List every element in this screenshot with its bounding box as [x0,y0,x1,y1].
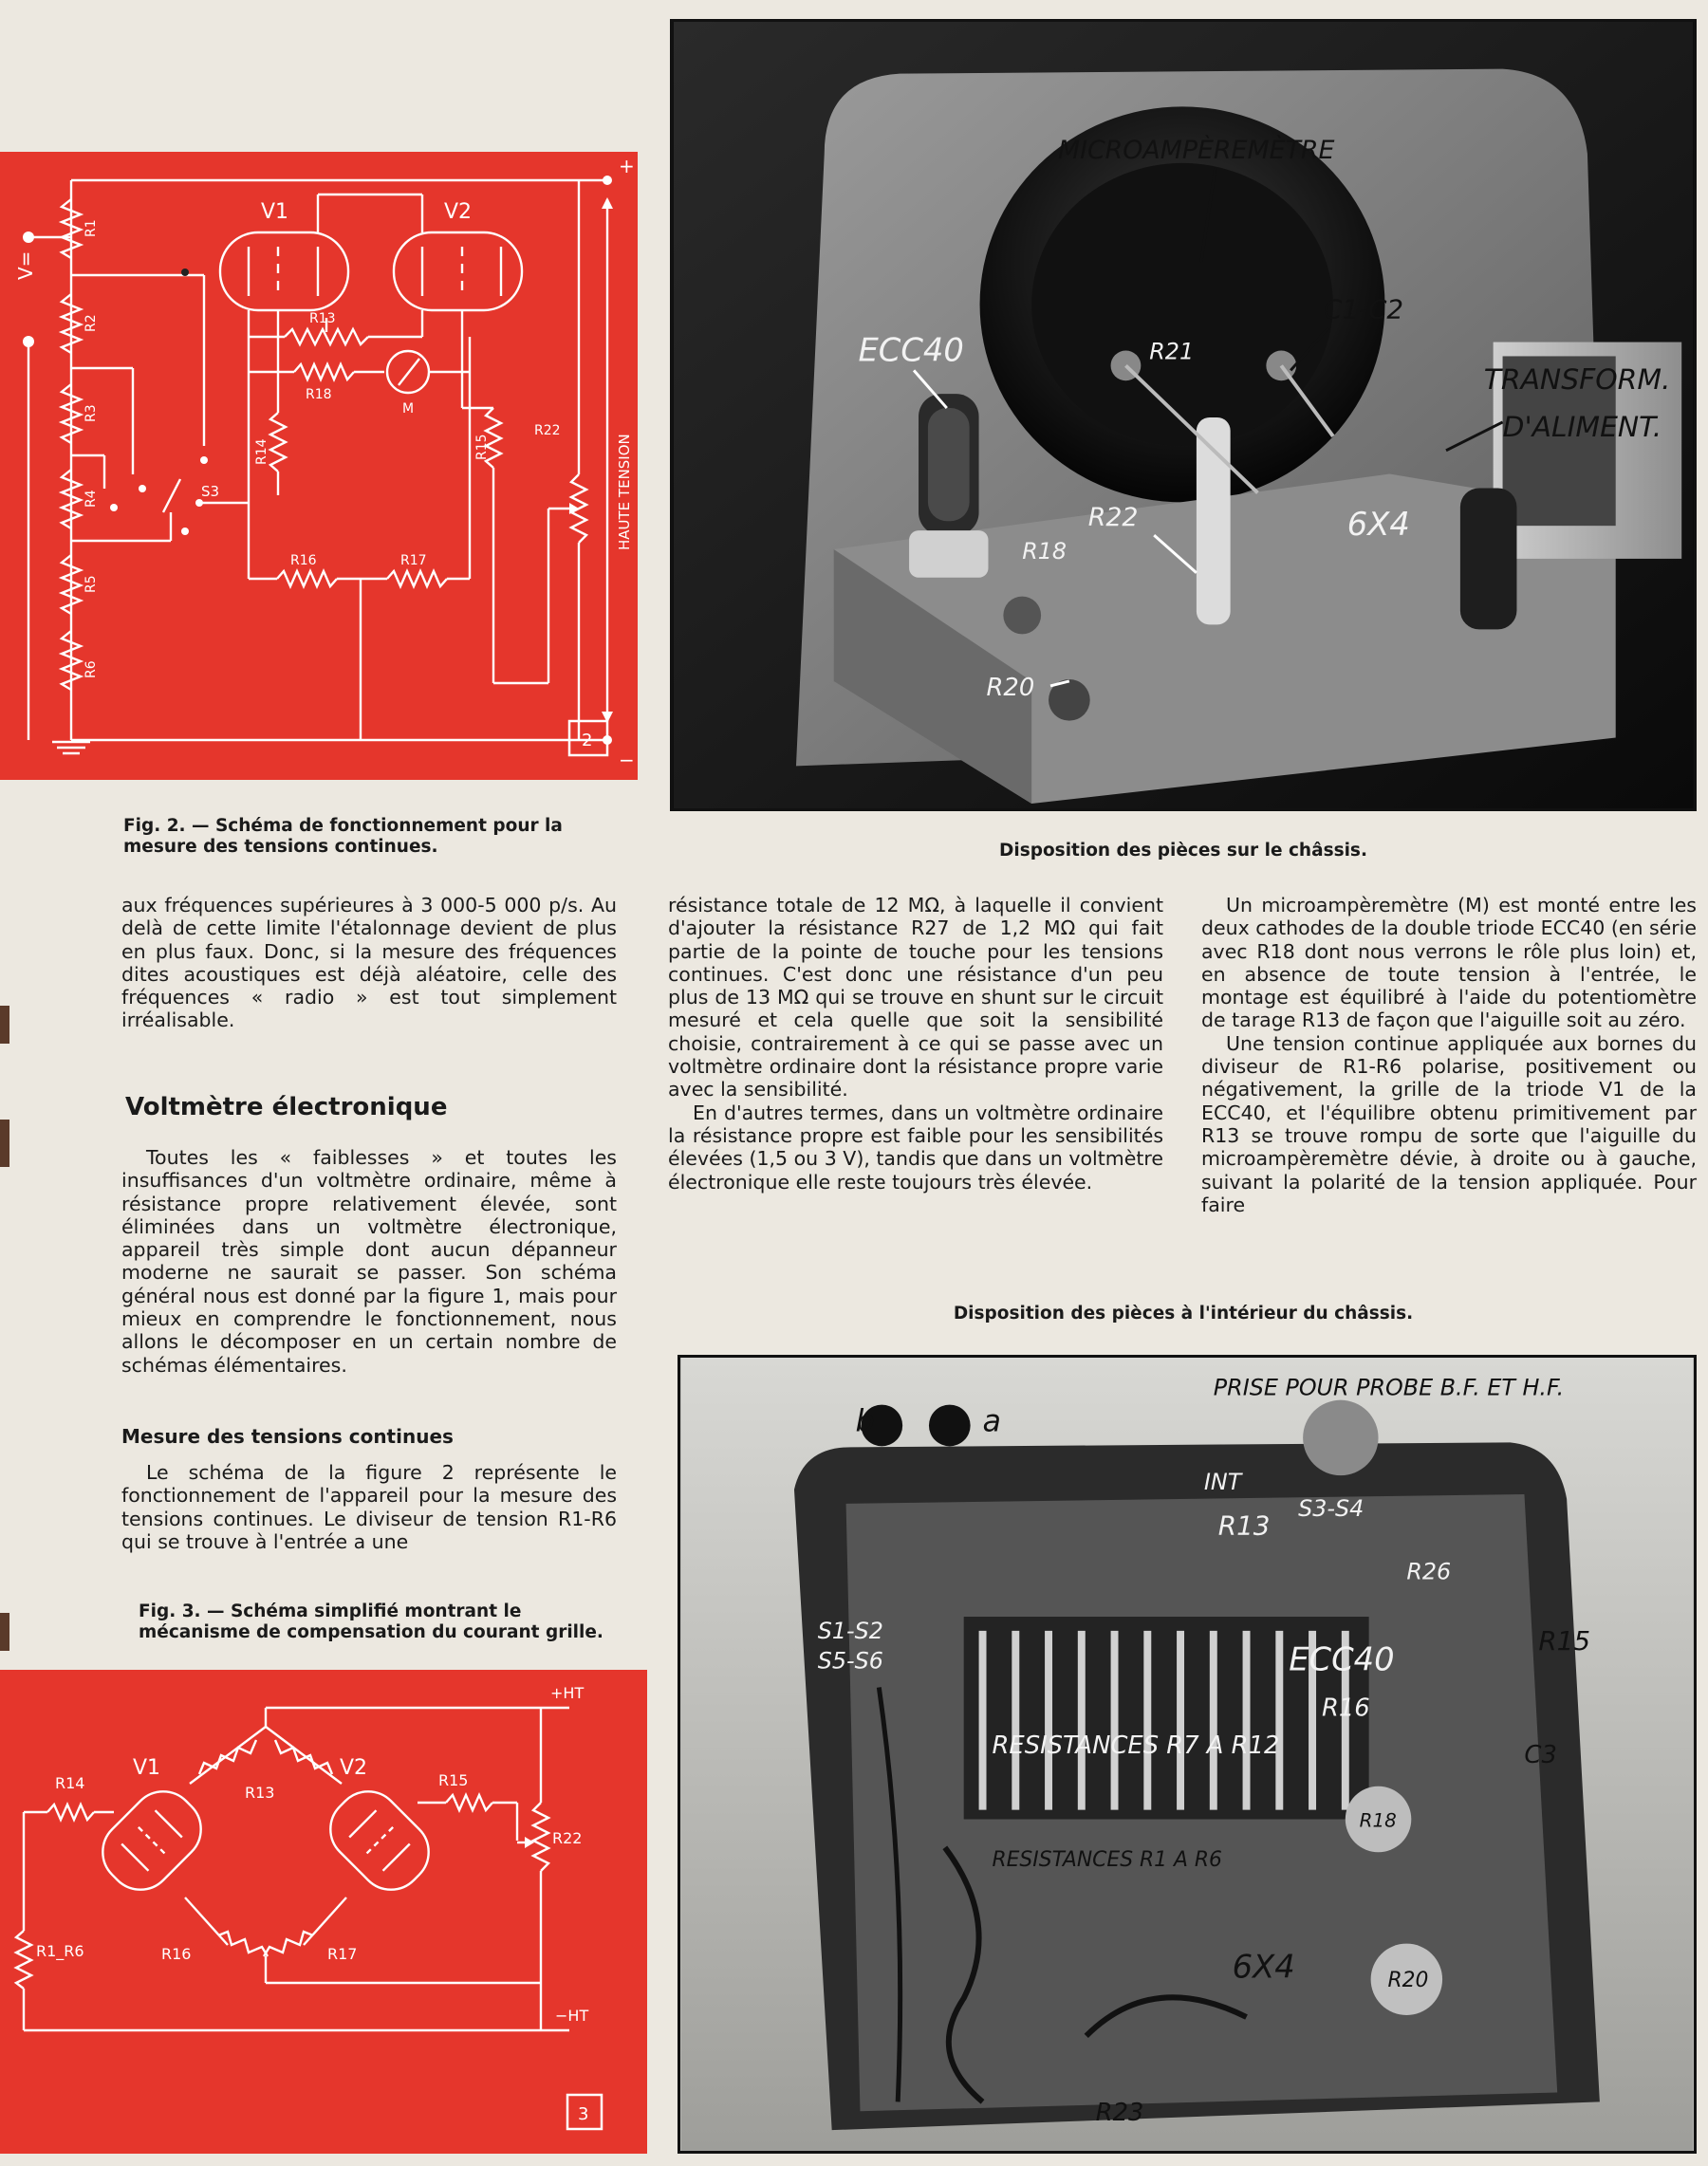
photo2-s3s4-label: S3-S4 [1298,1494,1365,1522]
photo1-ecc40-label: ECC40 [858,331,964,369]
col1-block-3 [121,1461,617,1553]
col1-block-2 [121,1146,617,1377]
fig2-haute-tension-label: HAUTE TENSION [616,434,633,550]
photo2-r26-label: R26 [1406,1558,1452,1585]
fig3-caption: Fig. 3. — Schéma simplifié montrant le mécanisme de compensation du courant grille. [139,1601,603,1642]
fig3-v1-label: V1 [133,1756,161,1780]
fig2-r5-label: R5 [84,575,99,593]
photo2-r18-label: R18 [1359,1809,1397,1832]
fig2-r18-label: R18 [306,387,332,402]
col3-paragraph-1: Un microampèremètre (M) est monté entre les deux cathodes de la double triode ECC40 (en série avec R18 dont nous verrons le rôle plus loin) et, en absence de toute tension à l'entrée, le montage est équilibré à l'aide du potentiomètre de tarage R13 de façon que l'aiguille soit au zéro. [1201,894,1697,1032]
fig3-r22-label: R22 [552,1829,583,1847]
chassis-photo [670,19,1697,811]
fig2-r22-label: R22 [534,423,561,438]
col1-paragraph-1: aux fréquences supérieures à 3 000-5 000 p/s. Au delà de cette limite l'étalonnage devient de plus en plus faux. Donc, si la mesure des fréquences dites acoustiques est déjà aléatoire, celle des fréquences « radio » est tout simplement irréalisable. [121,894,617,1032]
photo2-6x4-label: 6X4 [1232,1948,1295,1986]
photo2-ecc40-label: ECC40 [1289,1640,1395,1678]
photo2-s5s6-label: S5-S6 [817,1647,883,1675]
fig2-number: 2 [582,731,593,750]
fig3-v2-label: V2 [340,1756,368,1780]
col1-paragraph-2: Toutes les « faiblesses » et toutes les insuffisances d'un voltmètre ordinaire, même à résistance propre relativement élevée, sont éliminées dans un voltmètre électronique, appareil très simple dont aucun dépanneur moderne ne saurait se passer. Son schéma général nous est donné par la figure 1, mais pour mieux en comprendre le fonctionnement, nous allons le décomposer en un certain nombre de schémas élémentaires. [121,1146,617,1377]
photo2-r16-label: R16 [1321,1694,1370,1723]
binding-mark [0,1120,9,1167]
fig3-r15-label: R15 [438,1771,469,1789]
fig2-r17-label: R17 [400,553,427,568]
fig3-number: 3 [578,2104,589,2124]
chassis-photo-svg [673,22,1694,808]
binding-mark [0,1613,9,1651]
heading-mesure-tensions: Mesure des tensions continues [121,1425,454,1448]
fig2-r3-label: R3 [84,404,99,422]
interior-photo-svg [680,1358,1694,2151]
fig2-caption: Fig. 2. — Schéma de fonctionnement pour la mesure des tensions continues. [123,816,563,857]
photo2-caption: Disposition des pièces à l'intérieur du châssis. [953,1304,1414,1324]
photo2-r20-label: R20 [1387,1969,1429,1993]
col3-paragraph-2: Une tension continue appliquée aux bornes du diviseur de R1-R6 polarise, positivement ou négativement, la grille de la triode V1 de la ECC40, et l'équilibre obtenu primitivement par R13 se trouve rompu de sorte que l'aiguille du microampèremètre dévie, à droite ou à gauche, suivant la polarité de la tension appliquée. Pour faire [1201,1031,1697,1216]
photo1-r20-label: R20 [986,673,1035,702]
photo1-alim-label: D'ALIMENT. [1502,410,1662,444]
photo2-a-label: a [982,1404,1002,1439]
figure-2-svg [0,152,638,780]
photo1-r18-label: R18 [1022,537,1068,565]
photo2-b-label: b [855,1404,875,1439]
fig2-r13-label: R13 [309,311,336,326]
fig3-minus-ht-label: −HT [555,2007,589,2025]
photo1-r22-label: R22 [1087,503,1139,533]
figure-3-svg [0,1670,647,2154]
fig2-v1-label: V1 [261,200,289,224]
fig2-r4-label: R4 [84,490,99,508]
fig2-minus-label: − [619,749,635,771]
binding-mark [0,1006,9,1044]
photo2-prise-label: PRISE POUR PROBE B.F. ET H.F. [1213,1374,1565,1401]
column-3 [1201,894,1697,1216]
fig2-r2-label: R2 [84,314,99,332]
photo1-micro-label: MICROAMPÈREMÈTRE [1057,135,1335,165]
figure-3-schematic [0,1670,647,2154]
fig3-plus-ht-label: +HT [550,1684,585,1702]
fig3-r16-label: R16 [161,1945,192,1963]
fig3-r14-label: R14 [55,1774,85,1792]
column-1 [121,894,617,1032]
photo2-c3-label: C3 [1524,1740,1557,1769]
photo1-6x4-label: 6X4 [1346,506,1410,544]
fig2-m-label: M [402,401,415,417]
fig2-s3-label: S3 [201,483,220,500]
photo2-res16-label: RESISTANCES R1 A R6 [992,1848,1222,1873]
photo2-r15-label: R15 [1538,1624,1591,1657]
col1-paragraph-3: Le schéma de la figure 2 représente le fonctionnement de l'appareil pour la mesure des tensions continues. Le diviseur de tension R1-R6 qui se trouve à l'entrée a une [121,1461,617,1553]
fig2-r1-label: R1 [84,219,99,237]
fig3-r1r6-label: R1_R6 [36,1942,84,1960]
photo1-transform-label: TRANSFORM. [1483,363,1671,398]
fig2-r6-label: R6 [84,660,99,678]
col2-paragraph-1: résistance totale de 12 MΩ, à laquelle il convient d'ajouter la résistance R27 de 1,2 MΩ qui fait partie de la pointe de touche pour les tensions continues. C'est donc une résistance d'un peu plus de 13 MΩ qui se trouve en shunt sur le circuit mesuré et cela quelle que soit la sensibilité choisie, contrairement à ce qui se passe avec un voltmètre ordinaire dont la résistance propre varie avec la sensibilité. [668,894,1163,1102]
photo2-r23-label: R23 [1095,2099,1144,2128]
photo2-int-label: INT [1203,1469,1242,1496]
fig2-plus-label: + [619,155,635,177]
photo2-s1s2-label: S1-S2 [817,1617,883,1644]
fig2-r14-label: R14 [254,438,269,465]
photo2-r13-label: R13 [1217,1509,1271,1542]
fig2-vin-label: V= [14,250,37,280]
interior-photo [678,1355,1697,2154]
heading-voltmetre-electronique: Voltmètre électronique [125,1093,448,1121]
photo2-res712-label: RESISTANCES R7 A R12 [992,1731,1280,1761]
photo1-c1c2-label: C1-C2 [1323,293,1404,325]
fig2-v2-label: V2 [444,200,473,224]
fig2-r16-label: R16 [290,553,317,568]
fig3-r17-label: R17 [327,1945,358,1963]
fig2-r15-label: R15 [474,434,490,460]
photo1-r21-label: R21 [1149,338,1195,365]
fig3-r13-label: R13 [245,1784,275,1802]
figure-2-schematic [0,152,638,780]
col2-paragraph-2: En d'autres termes, dans un voltmètre ordinaire la résistance propre est faible pour les sensibilités élevées (1,5 ou 3 V), tandis que dans un voltmètre électronique elle reste toujours très élevée. [668,1101,1163,1194]
column-2 [668,894,1163,1194]
photo1-caption: Disposition des pièces sur le châssis. [999,841,1367,861]
